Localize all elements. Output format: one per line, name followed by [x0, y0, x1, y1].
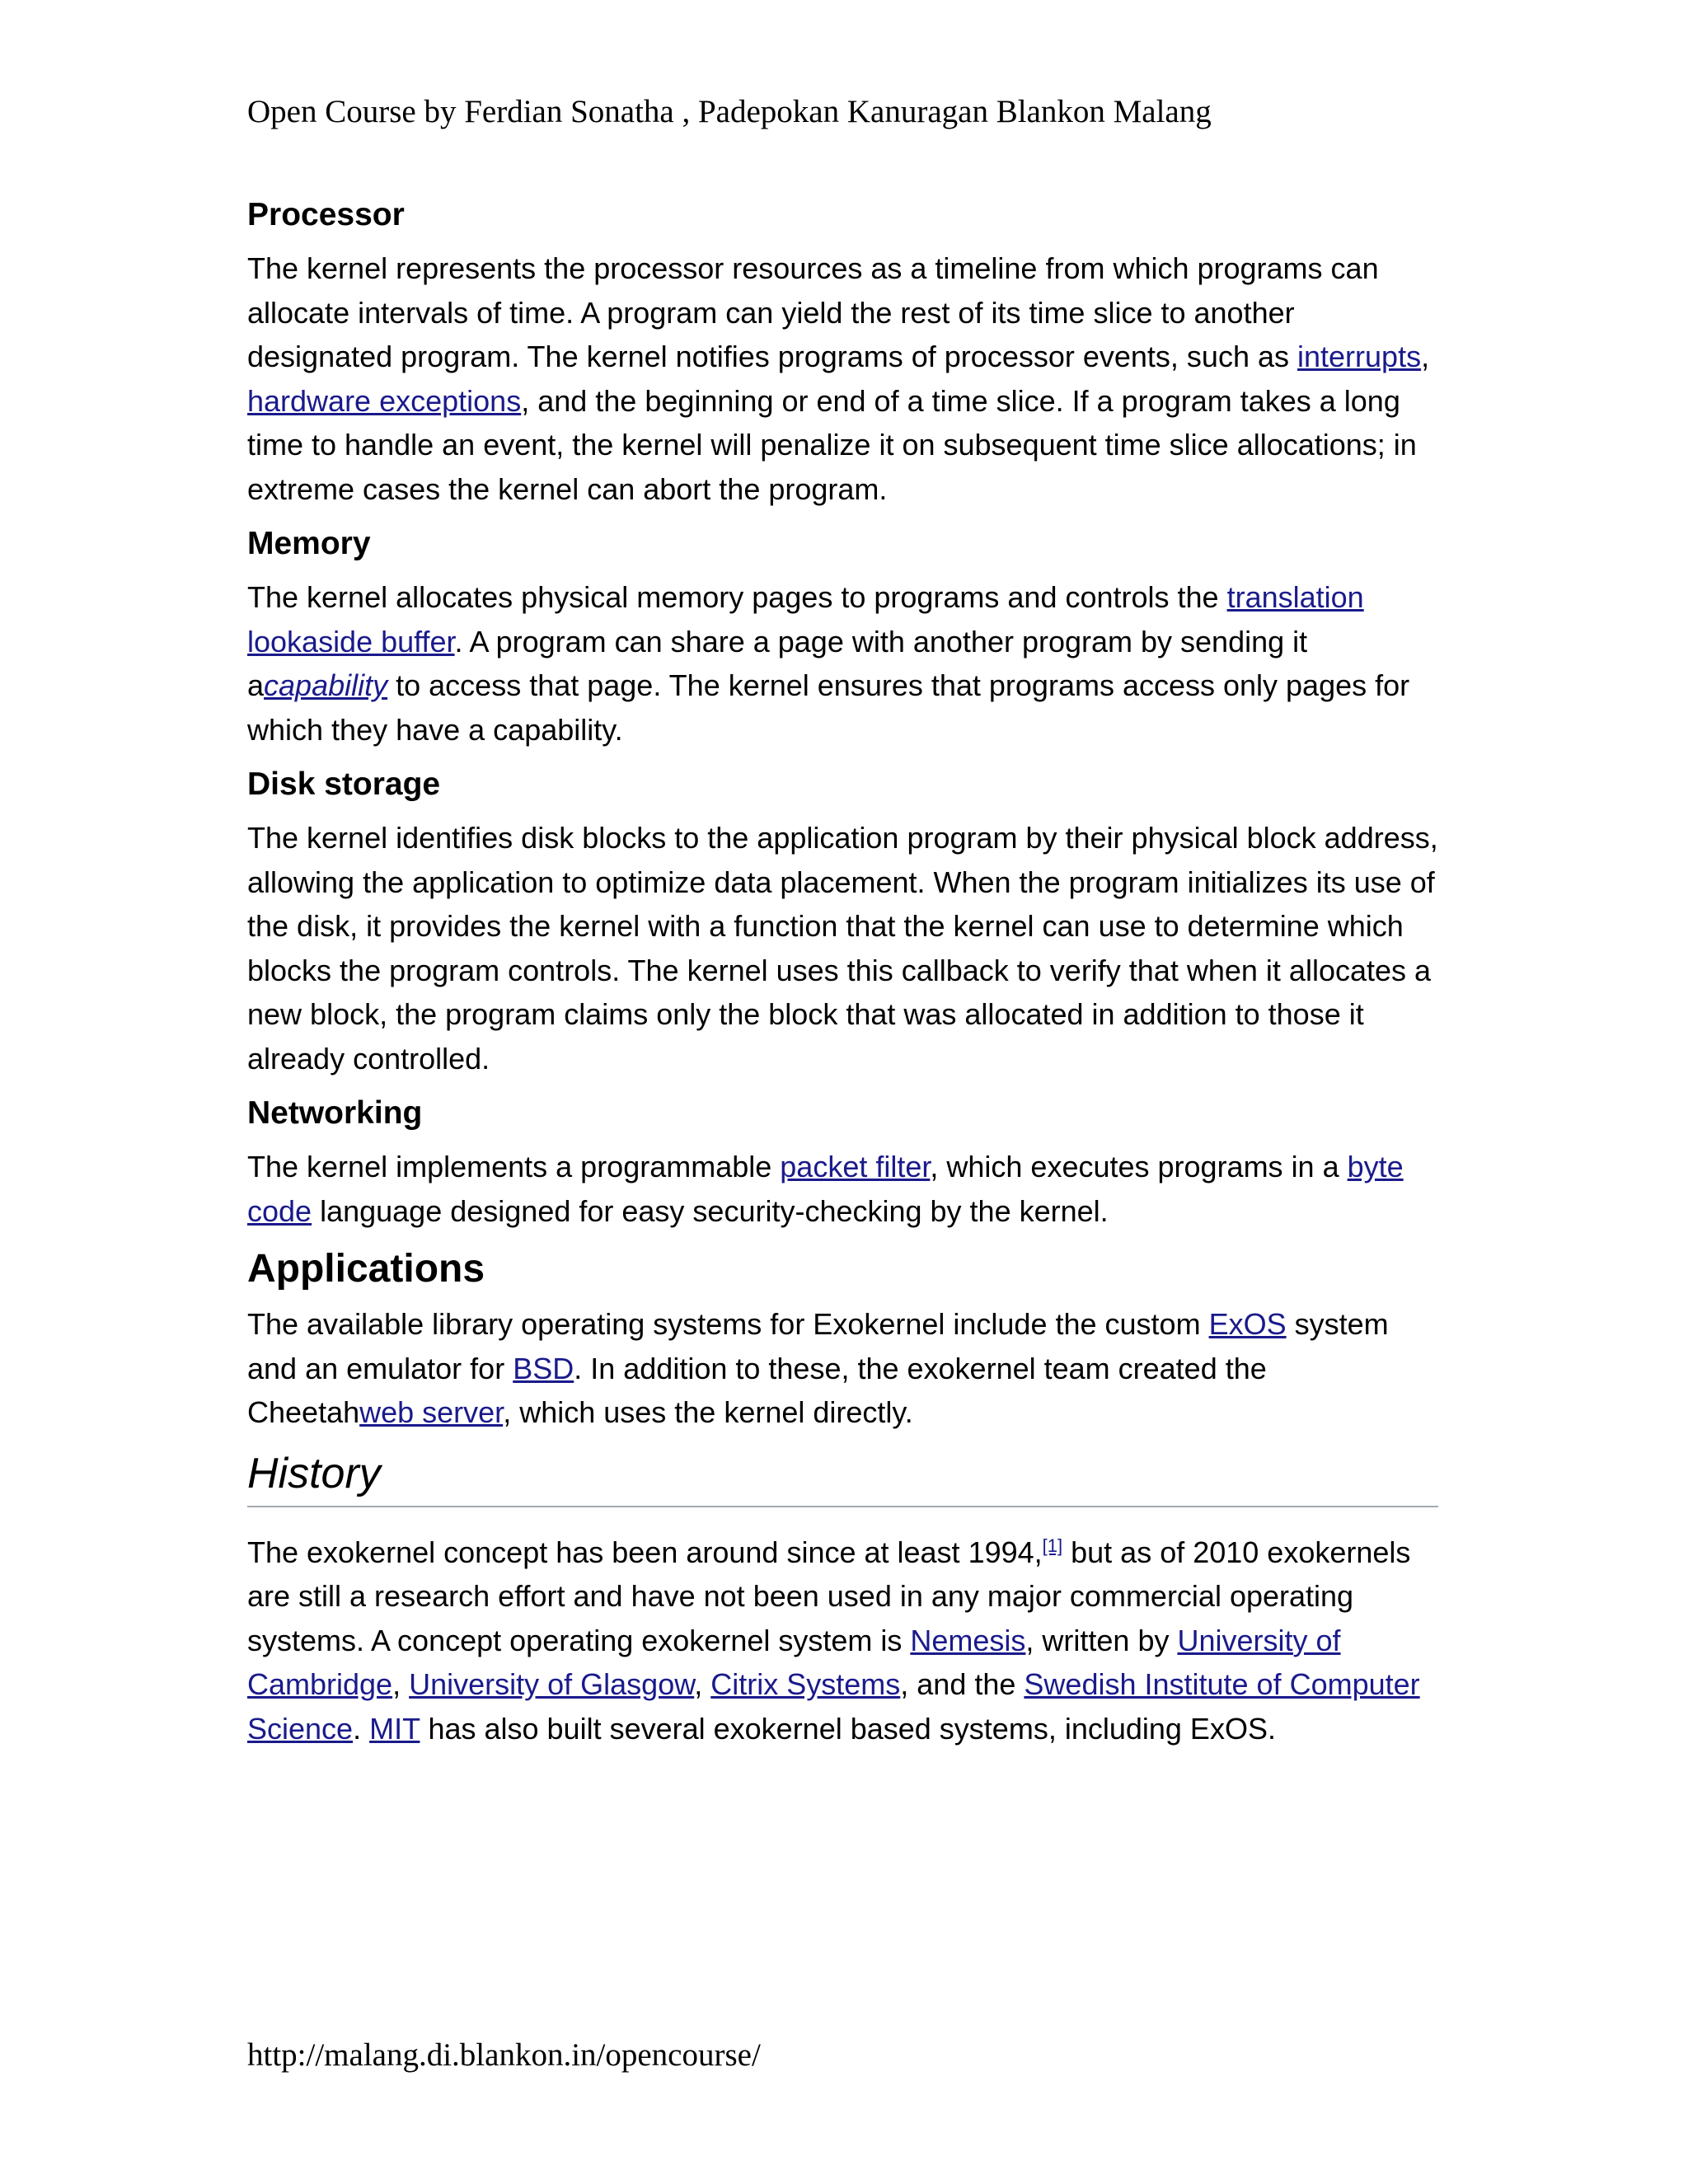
text: The exokernel concept has been around since at least 1994,	[247, 1535, 1043, 1569]
link-interrupts[interactable]: interrupts	[1297, 340, 1422, 373]
networking-paragraph	[247, 1145, 1438, 1233]
text: language designed for easy security-checking by the kernel.	[312, 1193, 1109, 1228]
text: ,	[694, 1667, 711, 1701]
memory-heading: Memory	[247, 526, 371, 561]
text: but as of 2010 exokernels are still a research effort and have not been used in any major commercial operating systems. A concept operating exokernel system is	[247, 1535, 1411, 1657]
link-hardware-exceptions[interactable]: hardware exceptions	[247, 383, 522, 418]
history-paragraph	[247, 1530, 1438, 1751]
text: ,	[392, 1667, 410, 1701]
link-byte-code[interactable]: byte code	[247, 1150, 1404, 1228]
disk-storage-paragraph: The kernel identifies disk blocks to the application program by their physical block address, allowing the application to optimize data placement. When the program initializes its use of the disk, it provides the kernel with a function that the kernel can use to determine which blocks the program controls. The kernel uses this callback to verify that when it allocates a new block, the program claims only the block that was allocated in addition to those it already controlled.	[247, 821, 1438, 1076]
link-mit[interactable]: MIT	[369, 1711, 420, 1746]
text: The kernel represents the processor resources as a timeline from which programs can allocate intervals of time. A program can yield the rest of its time slice to another designated program. The kernel notifies programs of processor events, such as	[247, 251, 1379, 373]
link-swedish-institute-of-computer-science[interactable]: Swedish Institute of Computer Science	[247, 1667, 1420, 1746]
text: , and the beginning or end of a time slice. If a program takes a long time to handle an event, the kernel will penalize it on subsequent time slice allocations; in extreme cases the kernel can abort the program.	[247, 383, 1417, 506]
text: The available library operating systems for Exokernel include the custom	[247, 1307, 1209, 1341]
text: has also built several exokernel based systems, including ExOS.	[420, 1711, 1276, 1746]
text: , which executes programs in a	[930, 1150, 1348, 1183]
text: The kernel allocates physical memory pages to programs and controls the	[247, 580, 1227, 614]
text: to access that page. The kernel ensures that programs access only pages for which they have a capability.	[247, 668, 1410, 747]
applications-paragraph	[247, 1302, 1438, 1435]
reference-link-1[interactable]: [1]	[1042, 1535, 1063, 1556]
link-university-of-glasgow[interactable]: University of Glasgow	[409, 1667, 695, 1701]
link-citrix-systems[interactable]: Citrix Systems	[710, 1667, 901, 1701]
text: , which uses the kernel directly.	[503, 1395, 913, 1429]
page-footer-url: http://malang.di.blankon.in/opencourse/	[247, 2037, 761, 2073]
history-heading: History	[247, 1446, 1438, 1507]
text: system and an emulator for	[247, 1307, 1389, 1385]
article-content	[247, 194, 1438, 1762]
link-bsd[interactable]: BSD	[513, 1351, 574, 1385]
applications-heading: Applications	[247, 1247, 485, 1291]
text: .	[353, 1711, 370, 1746]
page-header: Open Course by Ferdian Sonatha , Padepokan Kanuragan Blankon Malang	[247, 94, 1212, 129]
disk-storage-heading: Disk storage	[247, 766, 441, 802]
link-translation-lookaside-buffer[interactable]: translation lookaside buffer	[247, 580, 1364, 658]
text: , and the	[900, 1667, 1025, 1701]
text: , written by	[1025, 1623, 1178, 1657]
networking-heading: Networking	[247, 1095, 423, 1131]
link-nemesis[interactable]: Nemesis	[910, 1623, 1026, 1657]
memory-paragraph	[247, 575, 1438, 752]
link-capability[interactable]: capability	[264, 668, 388, 702]
link-web-server[interactable]: web server	[359, 1395, 504, 1429]
link-exos[interactable]: ExOS	[1208, 1307, 1287, 1341]
text: ,	[1421, 340, 1430, 373]
link-packet-filter[interactable]: packet filter	[780, 1150, 931, 1183]
link-university-of-cambridge[interactable]: University of Cambridge	[247, 1623, 1341, 1701]
processor-paragraph	[247, 246, 1438, 511]
text: . A program can share a page with another program by sending it a	[247, 624, 1308, 702]
text: . In addition to these, the exokernel team created the Cheetah	[247, 1351, 1267, 1429]
processor-heading: Processor	[247, 197, 405, 232]
text: The kernel implements a programmable	[247, 1150, 781, 1183]
